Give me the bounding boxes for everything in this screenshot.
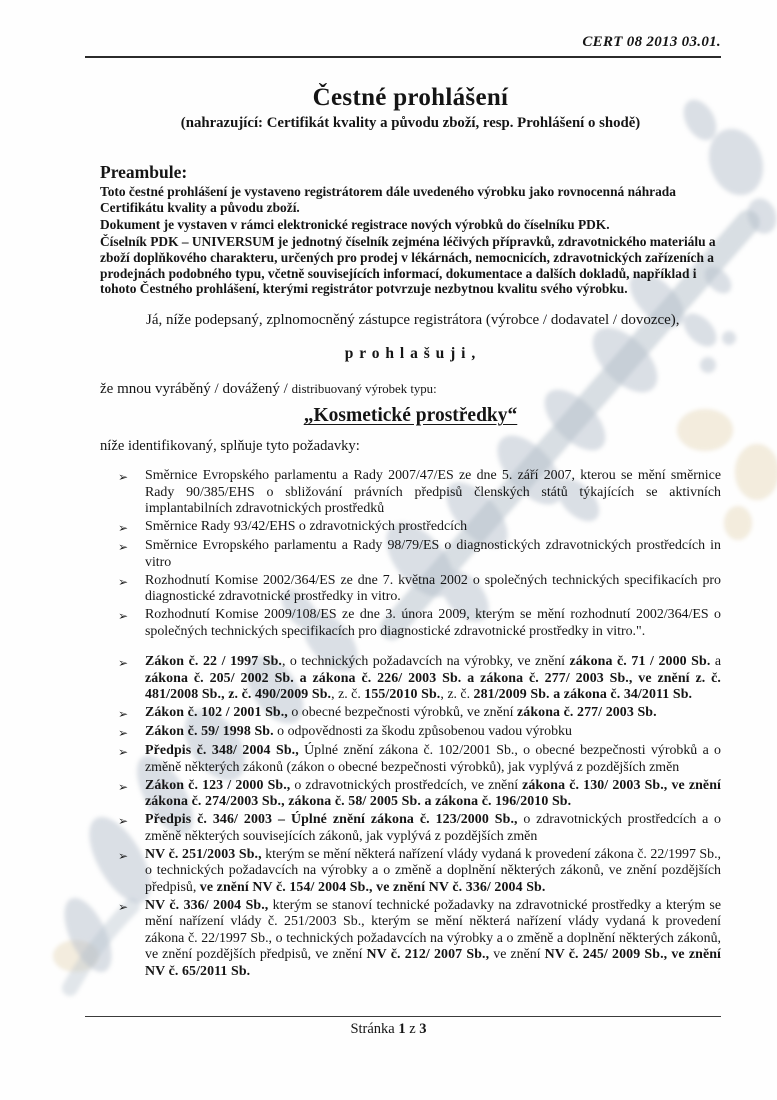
list-item-text: Zákon č. 102 / 2001 Sb., o obecné bezpečnosti výrobků, ve znění zákona č. 277/ 2003 Sb. <box>145 705 657 721</box>
page-subtitle: (nahrazující: Certifikát kvality a původu zboží, resp. Prohlášení o shodě) <box>180 115 641 131</box>
document-content <box>100 0 721 982</box>
declaration-intro: Já, níže podepsaný, zplnomocněný zástupce registrátora (výrobce / dodavatel / dovozce), <box>146 312 680 329</box>
product-type-line <box>100 381 721 398</box>
arrow-bullet-icon: ➢ <box>118 779 129 794</box>
arrow-bullet-icon: ➢ <box>118 707 129 722</box>
list-item <box>118 607 721 640</box>
page-title: Čestné prohlášení <box>312 84 509 111</box>
list-item <box>118 519 721 537</box>
list-item-text: Předpis č. 346/ 2003 – Úplné znění zákona č. 123/2000 Sb., o zdravotnických prostředcích a o změně některých souvisejících zákonů, jak vyplývá z pozdějších změn <box>145 812 721 844</box>
list-item <box>118 705 721 723</box>
product-type-heading: „Kosmetické prostředky“ <box>303 405 518 427</box>
list-item <box>118 654 721 704</box>
list-item-text: Směrnice Evropského parlamentu a Rady 98/79/ES o diagnostických zdravotnických prostředcích in vitro <box>145 538 721 570</box>
declaration-verb: p r o h l a š u j i , <box>344 345 477 363</box>
arrow-bullet-icon: ➢ <box>118 745 129 760</box>
list-item <box>118 573 721 606</box>
list-item <box>118 468 721 518</box>
preamble-paragraph: Toto čestné prohlášení je vystaveno registrátorem dále uvedeného výrobku jako rovnocenná náhrada Certifikátu kvality a původu zboží. <box>100 184 676 215</box>
list-item-text: NV č. 251/2003 Sb., kterým se mění některá nařízení vlády vydaná k provedení zákona č. 22/1997 Sb., o technických požadavcích na výrobky a o změně a doplnění některých zákonů, ve znění pozdějších předpisů, ve znění NV č. 154/ 2004 Sb., ve znění NV č. 336/ 2004 Sb. <box>145 846 722 895</box>
list-item <box>118 724 721 742</box>
list-item <box>118 847 721 897</box>
eu-directives-list <box>118 468 721 640</box>
arrow-bullet-icon: ➢ <box>118 521 129 536</box>
arrow-bullet-icon: ➢ <box>118 609 129 624</box>
list-item-text: Zákon č. 123 / 2000 Sb., o zdravotnických prostředcích, ve znění zákona č. 130/ 2003 Sb., ve znění zákona č. 274/2003 Sb., zákona č. 58/ 2005 Sb. a zákona č. 196/2010 Sb. <box>145 777 721 810</box>
product-type-line-main: že mnou vyráběný / dovážený / <box>100 381 292 398</box>
arrow-bullet-icon: ➢ <box>118 656 129 671</box>
list-item-text: Zákon č. 22 / 1997 Sb., o technických požadavcích na výrobky, ve znění zákona č. 71 / 2000 Sb. a zákona č. 205/ 2002 Sb. a zákona č. 226/ 2003 Sb. a zákona č. 277/ 2003 Sb., ve znění z. č. 481/2008 Sb., z. č. 490/2009 Sb., z. č. 155/2010 Sb., z. č. 281/2009 Sb. a zákona č. 34/2011 Sb. <box>145 654 722 703</box>
arrow-bullet-icon: ➢ <box>118 726 129 741</box>
list-item-text: Směrnice Evropského parlamentu a Rady 2007/47/ES ze dne 5. září 2007, kterou se mění směrnice Rady 90/385/EHS o sbližování právních předpisů členských států týkajících se aktivních implantabilních zdravotnických prostředků <box>145 468 721 517</box>
arrow-bullet-icon: ➢ <box>118 540 129 555</box>
footer-divider <box>85 1016 721 1017</box>
list-item <box>118 812 721 845</box>
header-reference: CERT 08 2013 03.01. <box>582 34 721 50</box>
requirements-line: níže identifikovaný, splňuje tyto požadavky: <box>100 438 360 455</box>
cz-laws-list <box>118 654 721 980</box>
list-item-text: Rozhodnutí Komise 2009/108/ES ze dne 3. února 2009, kterým se mění rozhodnutí 2002/364/ES o společných technických specifikacích pro diagnostické zdravotnické prostředky in vitro.". <box>145 607 721 639</box>
preamble-heading: Preambule: <box>100 162 188 182</box>
list-item <box>118 778 721 811</box>
product-type-line-small: distribuovaný výrobek typu: <box>291 382 437 397</box>
arrow-bullet-icon: ➢ <box>118 574 129 589</box>
list-item <box>118 538 721 571</box>
list-item <box>118 898 721 981</box>
arrow-bullet-icon: ➢ <box>118 899 129 914</box>
preamble-paragraph: Číselník PDK – UNIVERSUM je jednotný číselník zejména léčivých přípravků, zdravotnického materiálu a zboží doplňkového charakteru, určených pro prodej v lékárnách, nemocnicích, zdravotnických zařízeních a prodejnách podobného typu, včetně souvisejících informací, dokumentace a dalších dokladů, například i tohoto Čestného prohlášení, kterými registrátor potvrzuje nezbytnou kvalitu svého výrobku. <box>100 233 716 297</box>
list-item-text: Směrnice Rady 93/42/EHS o zdravotnických prostředcích <box>145 519 468 535</box>
preamble-paragraph: Dokument je vystaven v rámci elektronické registrace nových výrobků do číselníku PDK. <box>100 216 610 232</box>
list-item-text: NV č. 336/ 2004 Sb., kterým se stanoví technické požadavky na zdravotnické prostředky a kterým se mění nařízení vlády č. 251/2003 Sb., kterým se mění některá nařízení vlády vydaná k provedení zákona č. 22/1997 Sb., o technických požadavcích na výrobky a o změně a doplnění některých zákonů, ve znění pozdějších předpisů, ve znění NV č. 212/ 2007 Sb., ve znění NV č. 245/ 2009 Sb., ve znění NV č. 65/2011 Sb. <box>145 897 722 979</box>
header-divider <box>85 56 721 58</box>
page-number: Stránka 1 z 3 <box>350 1021 427 1037</box>
list-item-text: Rozhodnutí Komise 2002/364/ES ze dne 7. května 2002 o společných technických specifikacích pro diagnostické zdravotnické prostředky in vitro. <box>145 572 721 605</box>
list-item-text: Zákon č. 59/ 1998 Sb. o odpovědnosti za škodu způsobenou vadou výrobku <box>145 724 572 740</box>
arrow-bullet-icon: ➢ <box>118 848 129 863</box>
arrow-bullet-icon: ➢ <box>118 814 129 829</box>
list-item <box>118 743 721 776</box>
list-item-text: Předpis č. 348/ 2004 Sb., Úplné znění zákona č. 102/2001 Sb., o obecné bezpečnosti výrobků a o změně některých zákonů (zákon o obecné bezpečnosti výrobků), jak vyplývá z pozdějších změn <box>145 743 722 775</box>
arrow-bullet-icon: ➢ <box>118 470 129 485</box>
